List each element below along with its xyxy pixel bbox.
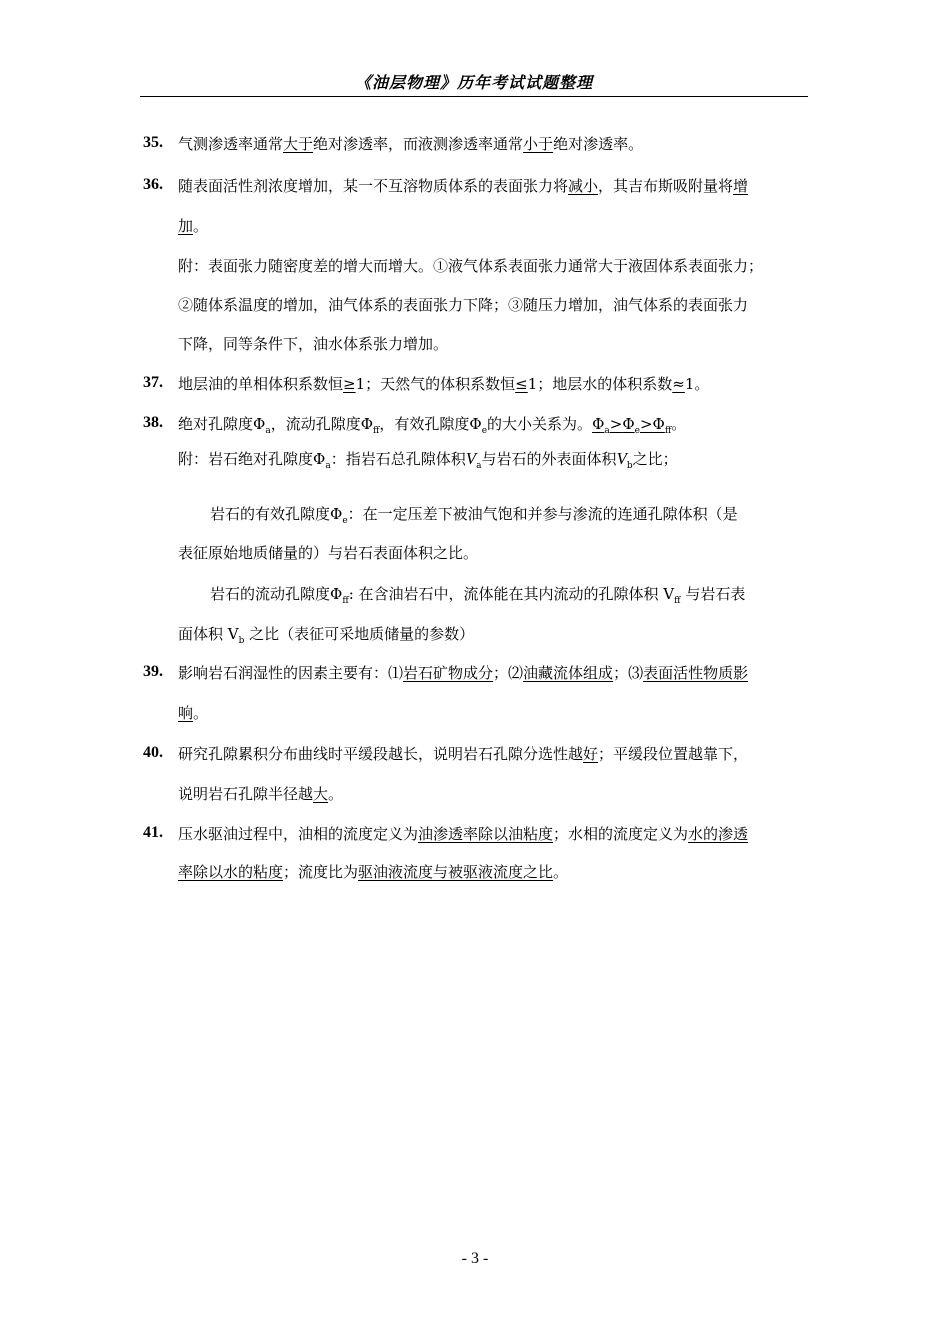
question-number-39: 39. bbox=[143, 663, 163, 680]
question-39-line-1: 影响岩石润湿性的因素主要有：⑴岩石矿物成分；⑵油藏流体组成；⑶表面活性物质影 bbox=[178, 664, 749, 682]
question-36-line-1: 随表面活性剂浓度增加，某一不互溶物质体系的表面张力将减小，其吉布斯吸附量将增 bbox=[178, 177, 749, 195]
question-40-line-2: 说明岩石孔隙半径越大。 bbox=[178, 785, 344, 803]
question-40-line-1: 研究孔隙累积分布曲线时平缓段越长，说明岩石孔隙分选性越好；平缓段位置越靠下， bbox=[178, 745, 749, 763]
question-38-note-2-cont: 表征原始地质储量的）与岩石表面体积之比。 bbox=[178, 544, 479, 562]
question-number-38: 38. bbox=[143, 414, 163, 431]
question-36-note-1: 附：表面张力随密度差的增大而增大。①液气体系表面张力通常大于液固体系表面张力； bbox=[178, 257, 764, 275]
page-header-title: 《油层物理》历年考试试题整理 bbox=[354, 73, 593, 92]
page-number: - 3 - bbox=[461, 1250, 489, 1267]
question-38-note-2: 岩石的有效孔隙度$\Phi_e$：在一定压差下被油气饱和并参与渗流的连通孔隙体积（是 bbox=[210, 505, 738, 526]
question-38-note-1: 附：岩石绝对孔隙度$\Phi_a$：指岩石总孔隙体积$V_a$与岩石的外表面体积$V_b$之比； bbox=[178, 449, 678, 471]
question-number-35: 35. bbox=[143, 134, 163, 151]
question-number-36: 36. bbox=[143, 176, 163, 193]
question-36-line-2: 加。 bbox=[178, 217, 209, 235]
question-38-note-3-cont: 面体积 $V_b$ 之比（表征可采地质储量的参数） bbox=[178, 625, 475, 646]
question-41-line-2: 率除以水的粘度；流度比为驱油液流度与被驱液流度之比。 bbox=[178, 863, 569, 881]
question-37-text: 地层油的单相体积系数恒≥1；天然气的体积系数恒≤1；地层水的体积系数≈1。 bbox=[178, 375, 710, 393]
question-36-note-3: 下降，同等条件下，油水体系张力增加。 bbox=[178, 335, 449, 353]
question-number-41: 41. bbox=[143, 824, 163, 841]
question-38-note-3: 岩石的流动孔隙度$\Phi_{ff}$: 在含油岩石中，流体能在其内流动的孔隙体积 $V_{ff}$ 与岩石表 bbox=[210, 585, 746, 606]
question-number-40: 40. bbox=[143, 744, 163, 761]
question-number-37: 37. bbox=[143, 374, 163, 391]
question-35-text: 气测渗透率通常大于绝对渗透率，而液测渗透率通常小于绝对渗透率。 bbox=[178, 135, 644, 153]
question-36-note-2: ②随体系温度的增加，油气体系的表面张力下降；③随压力增加，油气体系的表面张力 bbox=[178, 296, 749, 314]
question-38-text: 绝对孔隙度$\Phi_a$，流动孔隙度$\Phi_{ff}$，有效孔隙度$\Phi_e$的大小关系为。$\Phi_a>\Phi_e>\Phi_{ff}$。 bbox=[178, 415, 687, 436]
question-39-line-2: 响。 bbox=[178, 704, 209, 722]
header-divider bbox=[140, 96, 808, 97]
question-41-line-1: 压水驱油过程中，油相的流度定义为油渗透率除以油粘度；水相的流度定义为水的渗透 bbox=[178, 825, 749, 843]
